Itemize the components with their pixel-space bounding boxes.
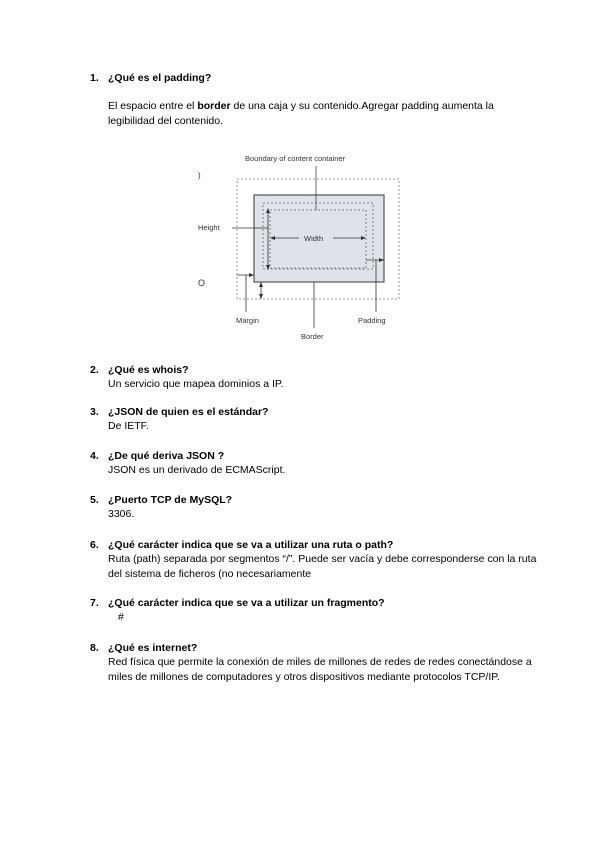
- question-3-title: ¿JSON de quien es el estándar?: [108, 406, 269, 418]
- margin-arrow-h: [249, 273, 254, 277]
- margin-arrow-v-bottom: [259, 294, 263, 299]
- question-2-title: ¿Qué es whois?: [108, 364, 189, 376]
- question-8-number: 8.: [90, 642, 99, 654]
- padding-label: Padding: [358, 316, 386, 325]
- question-1-number: 1.: [90, 72, 99, 84]
- question-8-heading: [90, 642, 540, 655]
- question-6-answer: Ruta (path) separada por segmentos “/”. Puede ser vacía y debe corresponderse con la ruta del sistema de ficheros (no necesariamente: [108, 553, 537, 580]
- question-1-title: ¿Qué es el padding?: [108, 72, 212, 84]
- diagram-mark-top: ): [198, 171, 201, 180]
- question-1: [90, 72, 540, 129]
- question-4: [90, 450, 540, 478]
- box-model-svg: [190, 148, 420, 348]
- question-4-answer: JSON es un derivado de ECMAScript.: [108, 464, 286, 476]
- question-3-number: 3.: [90, 406, 99, 418]
- question-2-number: 2.: [90, 364, 99, 376]
- question-7-heading: [90, 597, 540, 610]
- height-label: Height: [198, 223, 220, 232]
- question-1-heading: [90, 72, 540, 85]
- question-5-answer: 3306.: [108, 508, 135, 520]
- question-2-heading: [90, 364, 540, 377]
- question-8-title: ¿Qué es internet?: [108, 642, 198, 654]
- question-8: [90, 642, 540, 685]
- question-5-heading: [90, 494, 540, 507]
- question-7-answer: #: [118, 611, 124, 623]
- question-1-answer: [108, 99, 540, 129]
- width-label: Width: [304, 234, 324, 243]
- question-3-answer: De IETF.: [108, 420, 149, 432]
- question-6-number: 6.: [90, 539, 99, 551]
- question-1-answer-post: de una caja y su contenido.Agregar padding aumenta la legibilidad del contenido.: [108, 100, 494, 127]
- question-5: [90, 494, 540, 522]
- diagram-mark-bottom: O: [198, 278, 206, 288]
- question-5-number: 5.: [90, 494, 99, 506]
- boundary-label: Boundary of content container: [245, 154, 346, 163]
- question-8-answer: Red física que permite la conexión de miles de millones de redes de redes conectándose a miles de millones de computadores y otros dispositivos mediante protocolos TCP/IP.: [108, 656, 532, 683]
- question-2: [90, 364, 540, 392]
- question-3: [90, 406, 540, 434]
- question-7-number: 7.: [90, 597, 99, 609]
- question-6: [90, 539, 540, 582]
- question-4-number: 4.: [90, 450, 99, 462]
- question-3-heading: [90, 406, 540, 419]
- question-6-title: ¿Qué carácter indica que se va a utilizar una ruta o path?: [108, 539, 394, 551]
- question-2-answer: Un servicio que mapea dominios a IP.: [108, 378, 284, 390]
- question-7: [90, 597, 540, 625]
- question-4-title: ¿De qué deriva JSON ?: [108, 450, 225, 462]
- question-4-heading: [90, 450, 540, 463]
- margin-label: Margin: [236, 316, 259, 325]
- question-1-answer-pre: El espacio entre el: [108, 100, 198, 112]
- question-7-title: ¿Qué carácter indica que se va a utilizar un fragmento?: [108, 597, 385, 609]
- question-1-answer-bold: border: [197, 100, 231, 112]
- margin-arrow-v-top: [259, 282, 263, 287]
- box-model-diagram: [190, 148, 420, 348]
- question-6-heading: [90, 539, 540, 552]
- question-5-title: ¿Puerto TCP de MySQL?: [108, 494, 233, 506]
- border-label: Border: [301, 332, 324, 341]
